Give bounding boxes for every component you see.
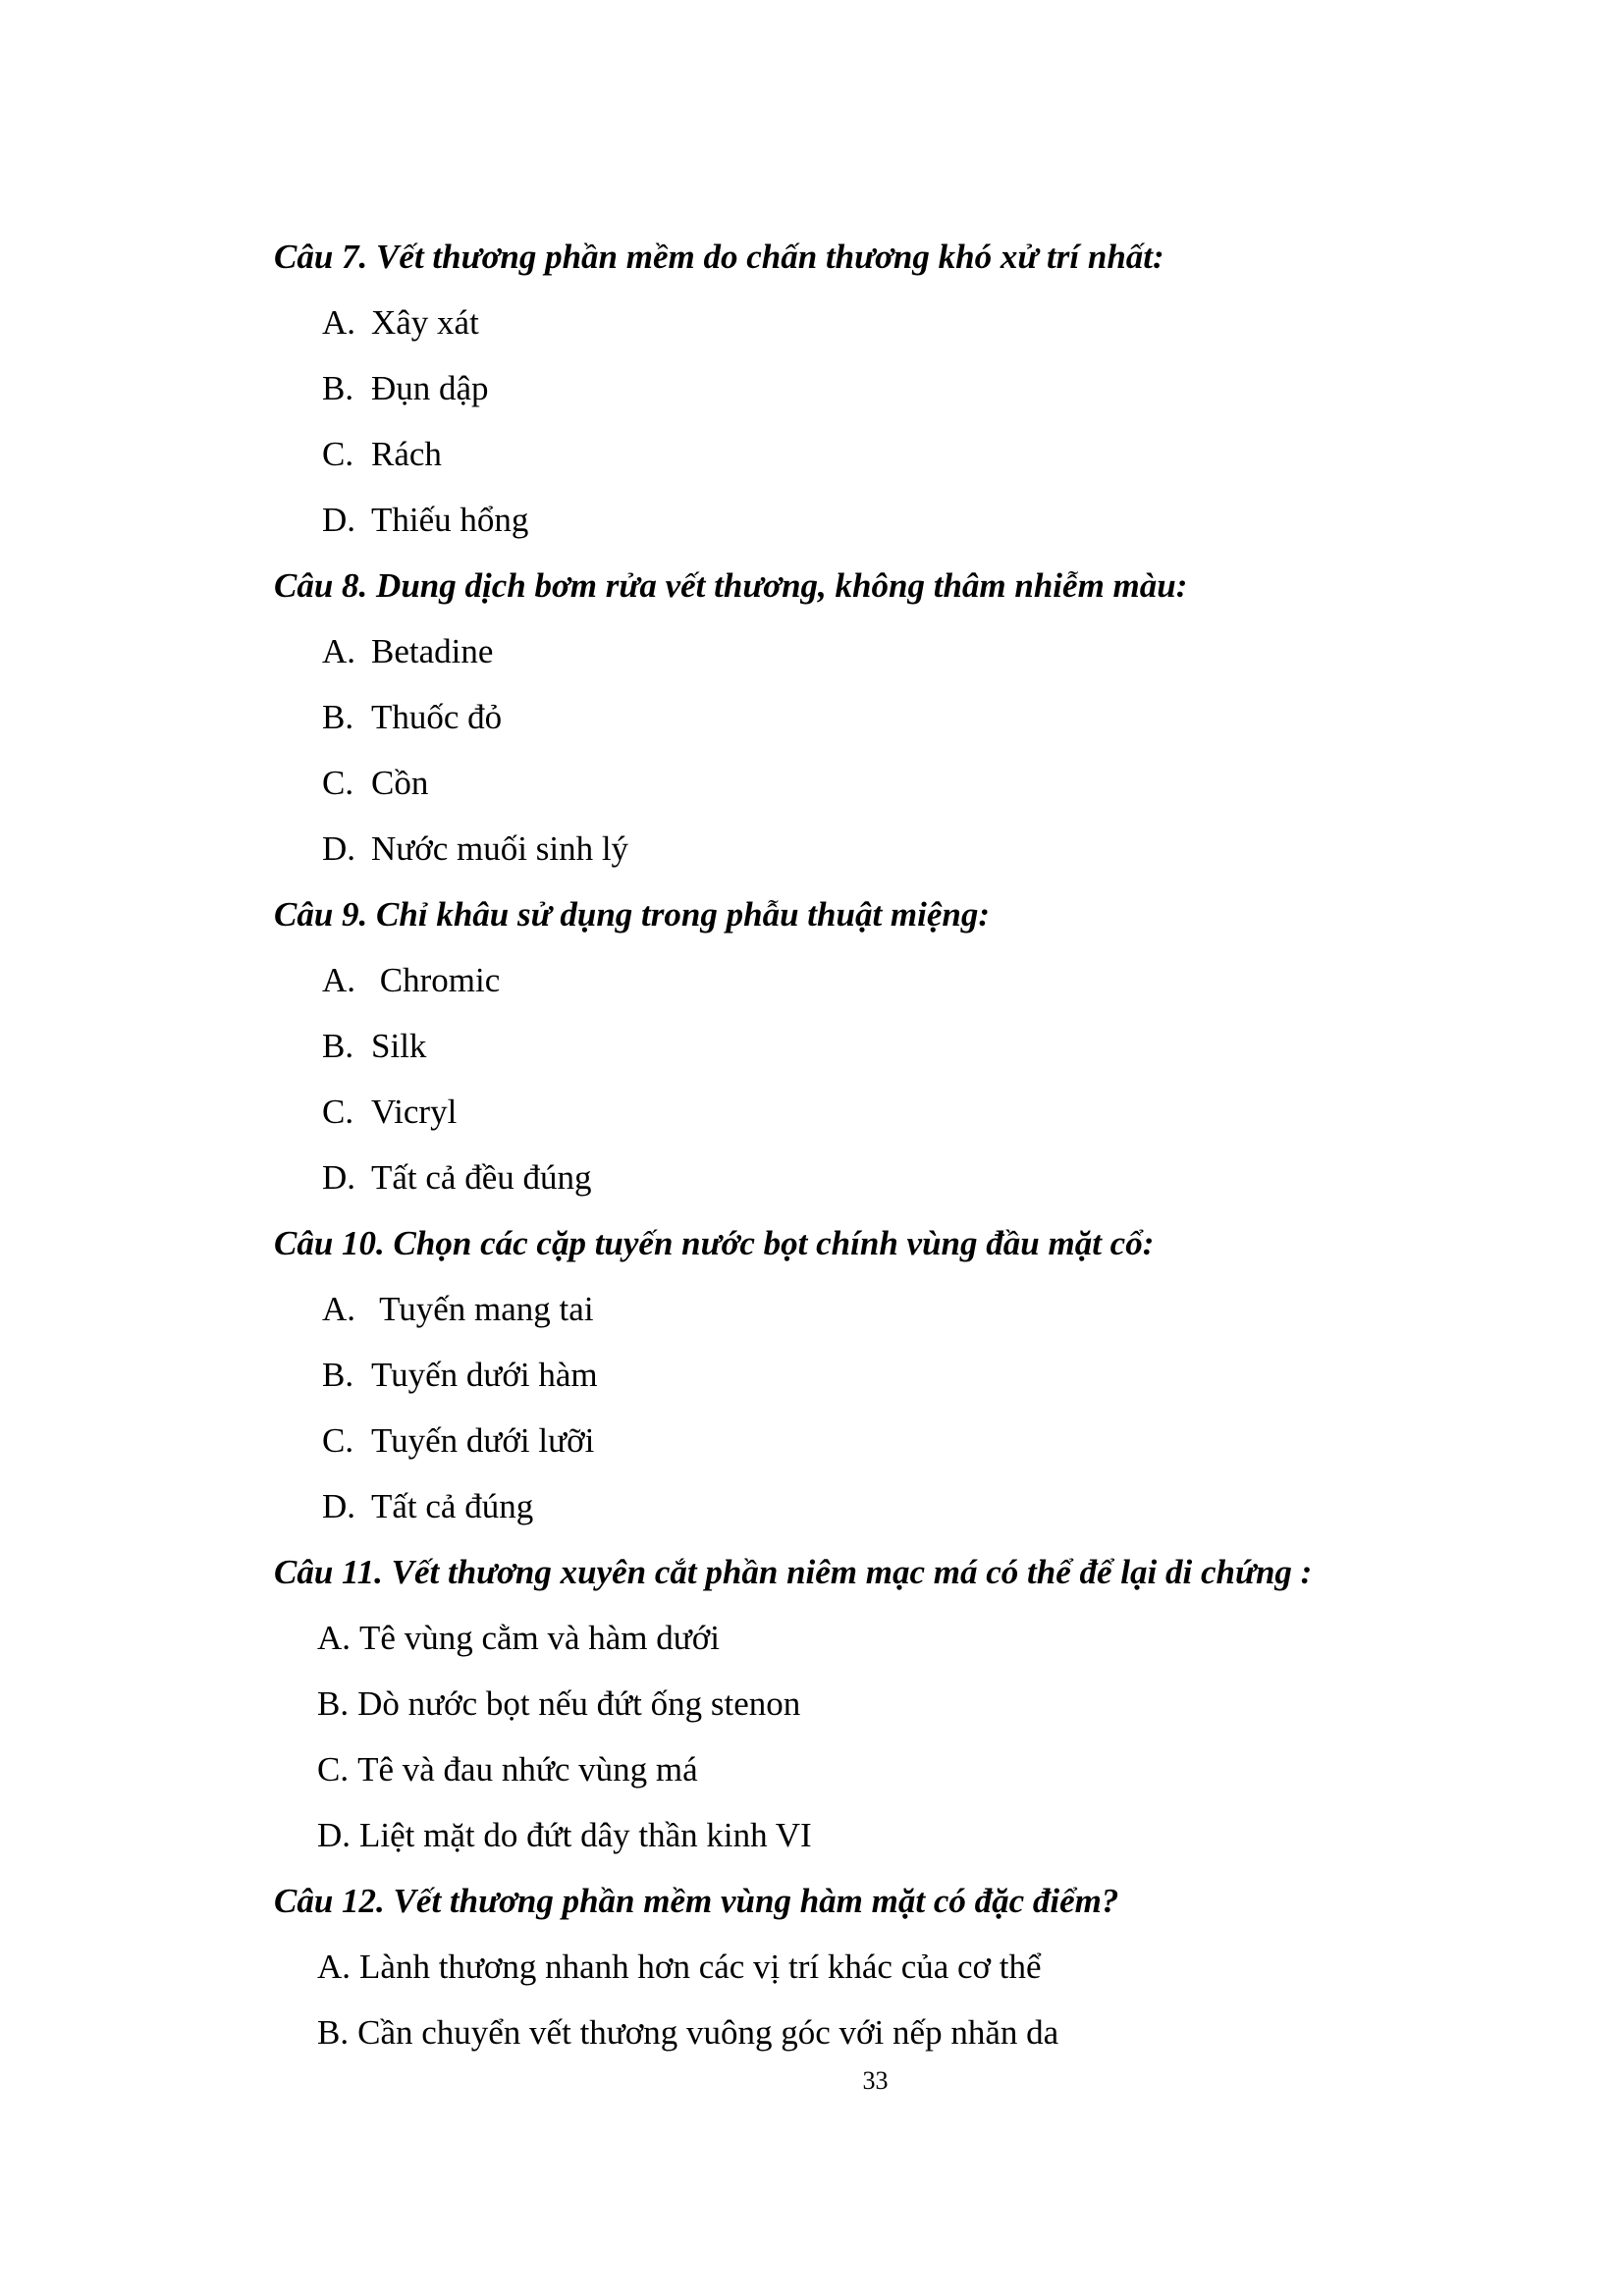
option-letter: D.: [322, 829, 356, 868]
option-letter: D.: [317, 1816, 352, 1854]
option-letter: D.: [322, 1158, 356, 1197]
option-letter: B.: [317, 2013, 350, 2052]
question-11: [274, 1539, 1550, 1868]
option-text: Đụn dập: [371, 369, 489, 407]
option-text: Nước muối sinh lý: [371, 829, 629, 868]
option-text: Thiếu hổng: [371, 501, 529, 539]
option-text: Tê và đau nhức vùng má: [357, 1750, 698, 1789]
option-text: Tất cả đúng: [371, 1487, 534, 1525]
option-letter: A.: [322, 961, 356, 999]
question-7: [274, 224, 1550, 553]
question-title: Câu 9. Chỉ khâu sử dụng trong phẫu thuật miệng:: [274, 895, 991, 934]
question-8: [274, 553, 1550, 881]
question-list: [274, 224, 1550, 2065]
option-letter: D.: [322, 501, 356, 539]
option-letter: A.: [317, 1619, 352, 1657]
option-letter: C.: [322, 435, 354, 473]
option-text: Xây xát: [371, 303, 479, 342]
option-letter: B.: [322, 1027, 354, 1065]
answer-option-b: [274, 1342, 1550, 1408]
option-text: Cồn: [371, 764, 429, 802]
option-text: Cần chuyển vết thương vuông góc với nếp nhăn da: [357, 2013, 1059, 2052]
answer-option-c: [274, 1736, 1550, 1802]
option-text: Tất cả đều đúng: [371, 1158, 592, 1197]
option-text: Vicryl: [371, 1093, 458, 1131]
question-12: [274, 1868, 1550, 2065]
option-letter: A.: [322, 632, 356, 670]
answer-option-a: [274, 1276, 1550, 1342]
option-letter: B.: [322, 1356, 354, 1394]
answer-option-d: [274, 487, 1550, 553]
option-letter: B.: [322, 698, 354, 736]
answer-option-c: [274, 1079, 1550, 1145]
option-letter: D.: [322, 1487, 356, 1525]
option-letter: C.: [322, 1093, 354, 1131]
option-letter: B.: [322, 369, 354, 407]
option-text: Chromic: [371, 961, 501, 999]
question-title: Câu 10. Chọn các cặp tuyến nước bọt chính vùng đầu mặt cổ:: [274, 1224, 1155, 1262]
option-text: Dò nước bọt nếu đứt ống stenon: [357, 1684, 801, 1723]
answer-option-b: [274, 355, 1550, 421]
answer-option-c: [274, 421, 1550, 487]
answer-option-b: [274, 2000, 1550, 2065]
option-letter: B.: [317, 1684, 350, 1723]
answer-option-d: [274, 1802, 1550, 1868]
question-title: Câu 8. Dung dịch bơm rửa vết thương, không thâm nhiễm màu:: [274, 566, 1188, 605]
answer-option-a: [274, 618, 1550, 684]
option-letter: C.: [322, 764, 354, 802]
option-letter: C.: [317, 1750, 350, 1789]
option-text: Betadine: [371, 632, 494, 670]
option-text: Liệt mặt do đứt dây thần kinh VI: [359, 1816, 812, 1854]
answer-option-c: [274, 1408, 1550, 1473]
answer-option-a: [274, 1934, 1550, 2000]
answer-option-a: [274, 947, 1550, 1013]
option-text: Thuốc đỏ: [371, 698, 503, 736]
option-text: Silk: [371, 1027, 427, 1065]
answer-option-c: [274, 750, 1550, 816]
answer-option-d: [274, 1145, 1550, 1210]
answer-option-a: [274, 1605, 1550, 1671]
page-number: 33: [862, 2066, 889, 2095]
option-text: Rách: [371, 435, 442, 473]
option-text: Tuyến mang tai: [371, 1290, 594, 1328]
answer-option-d: [274, 1473, 1550, 1539]
question-9: [274, 881, 1550, 1210]
option-text: Lành thương nhanh hơn các vị trí khác của cơ thể: [359, 1948, 1042, 1986]
answer-option-d: [274, 816, 1550, 881]
option-text: Tuyến dưới hàm: [371, 1356, 598, 1394]
option-letter: C.: [322, 1421, 354, 1460]
answer-option-b: [274, 684, 1550, 750]
answer-option-b: [274, 1013, 1550, 1079]
option-text: Tuyến dưới lưỡi: [371, 1421, 595, 1460]
question-10: [274, 1210, 1550, 1539]
option-letter: A.: [322, 303, 356, 342]
option-letter: A.: [322, 1290, 356, 1328]
answer-option-a: [274, 290, 1550, 355]
question-title: Câu 7. Vết thương phần mềm do chấn thương khó xử trí nhất:: [274, 238, 1164, 276]
question-title: Câu 12. Vết thương phần mềm vùng hàm mặt có đặc điểm?: [274, 1882, 1119, 1920]
option-text: Tê vùng cằm và hàm dưới: [359, 1619, 720, 1657]
answer-option-b: [274, 1671, 1550, 1736]
option-letter: A.: [317, 1948, 352, 1986]
question-title: Câu 11. Vết thương xuyên cắt phần niêm mạc má có thể để lại di chứng :: [274, 1553, 1313, 1591]
